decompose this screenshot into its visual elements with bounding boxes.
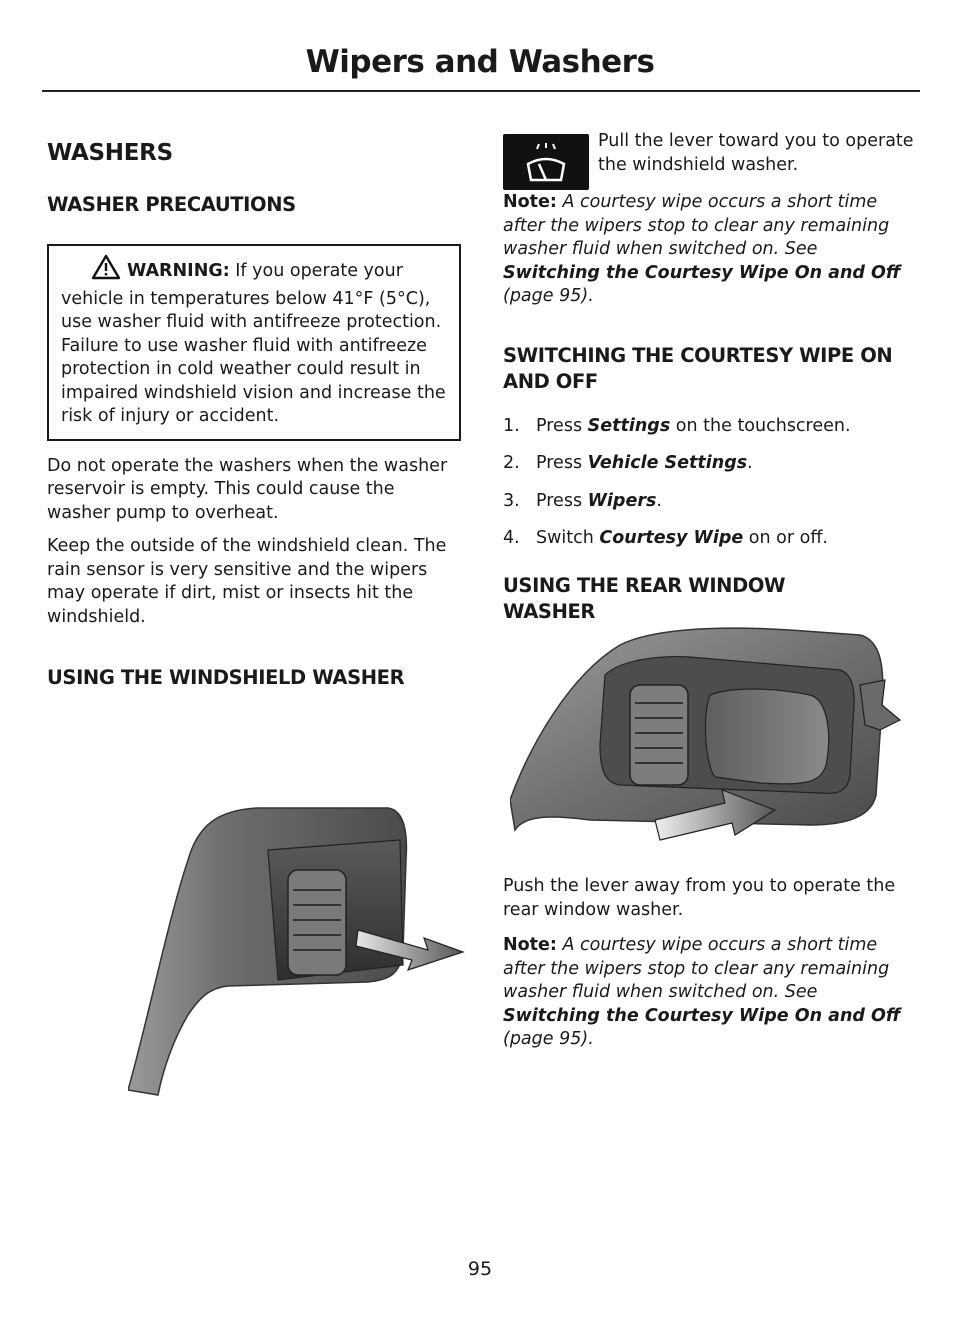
paragraph-rain-sensor: Keep the outside of the windshield clean. The rain sensor is very sensitive and the wipers may operate if dirt, mist or insects hit the windshield. — [47, 536, 447, 627]
right-column-lower — [503, 875, 917, 1052]
rear-window-washer-lever-illustration — [510, 625, 915, 845]
windshield-washer-caption: Pull the lever toward you to operate the windshield washer. — [598, 131, 914, 175]
heading-using-windshield-washer: USING THE WINDSHIELD WASHER — [47, 666, 405, 689]
right-column — [503, 130, 917, 625]
courtesy-wipe-steps — [503, 415, 917, 551]
heading-washer-precautions: WASHER PRECAUTIONS — [47, 193, 296, 216]
heading-washers: WASHERS — [47, 140, 173, 166]
header-divider — [42, 90, 920, 92]
note-courtesy-wipe-2: Note: A courtesy wipe occurs a short time after the wipers stop to clear any remaining washer fluid when switched on. See Switching the Courtesy Wipe On and Off (page 95). — [503, 935, 901, 1049]
page-reference-link[interactable]: Switching the Courtesy Wipe On and Off — [503, 1005, 901, 1026]
page-number: 95 — [467, 1258, 493, 1280]
list-item: 1. Press Settings on the touchscreen. — [503, 415, 851, 436]
warning-text-line1: If you operate your — [229, 261, 403, 281]
page-reference-link[interactable]: Switching the Courtesy Wipe On and Off — [503, 262, 901, 283]
windshield-washer-icon — [503, 134, 589, 190]
list-item: 4. Switch Courtesy Wipe on or off. — [503, 528, 828, 548]
warning-text — [61, 254, 447, 429]
rear-washer-caption: Push the lever away from you to operate the rear window washer. — [503, 876, 896, 920]
heading-rear-window-washer: USING THE REAR WINDOW WASHER — [503, 573, 786, 623]
heading-switching-courtesy-wipe: SWITCHING THE COURTESY WIPE ON AND OFF — [503, 343, 893, 393]
list-item: 3. Press Wipers. — [503, 490, 662, 511]
warning-label: WARNING: — [127, 261, 230, 281]
warning-box — [47, 244, 461, 441]
windshield-washer-lever-illustration — [128, 800, 468, 1100]
list-item: 2. Press Vehicle Settings. — [503, 453, 753, 473]
page-title: Wipers and Washers — [305, 44, 655, 80]
warning-triangle-icon — [91, 254, 121, 288]
note-courtesy-wipe-1: Note: A courtesy wipe occurs a short time after the wipers stop to clear any remaining washer fluid when switched on. See Switching the Courtesy Wipe On and Off (page 95). — [503, 192, 901, 306]
paragraph-reservoir: Do not operate the washers when the washer reservoir is empty. This could cause the washer pump to overheat. — [47, 455, 448, 523]
warning-text-body: vehicle in temperatures below 41°F (5°C), use washer fluid with antifreeze protection. Failure to use washer fluid with antifreeze protection in cold weather could result in impaired windshield vision and increase the risk of injury or accident. — [61, 288, 446, 426]
left-column — [47, 130, 461, 691]
